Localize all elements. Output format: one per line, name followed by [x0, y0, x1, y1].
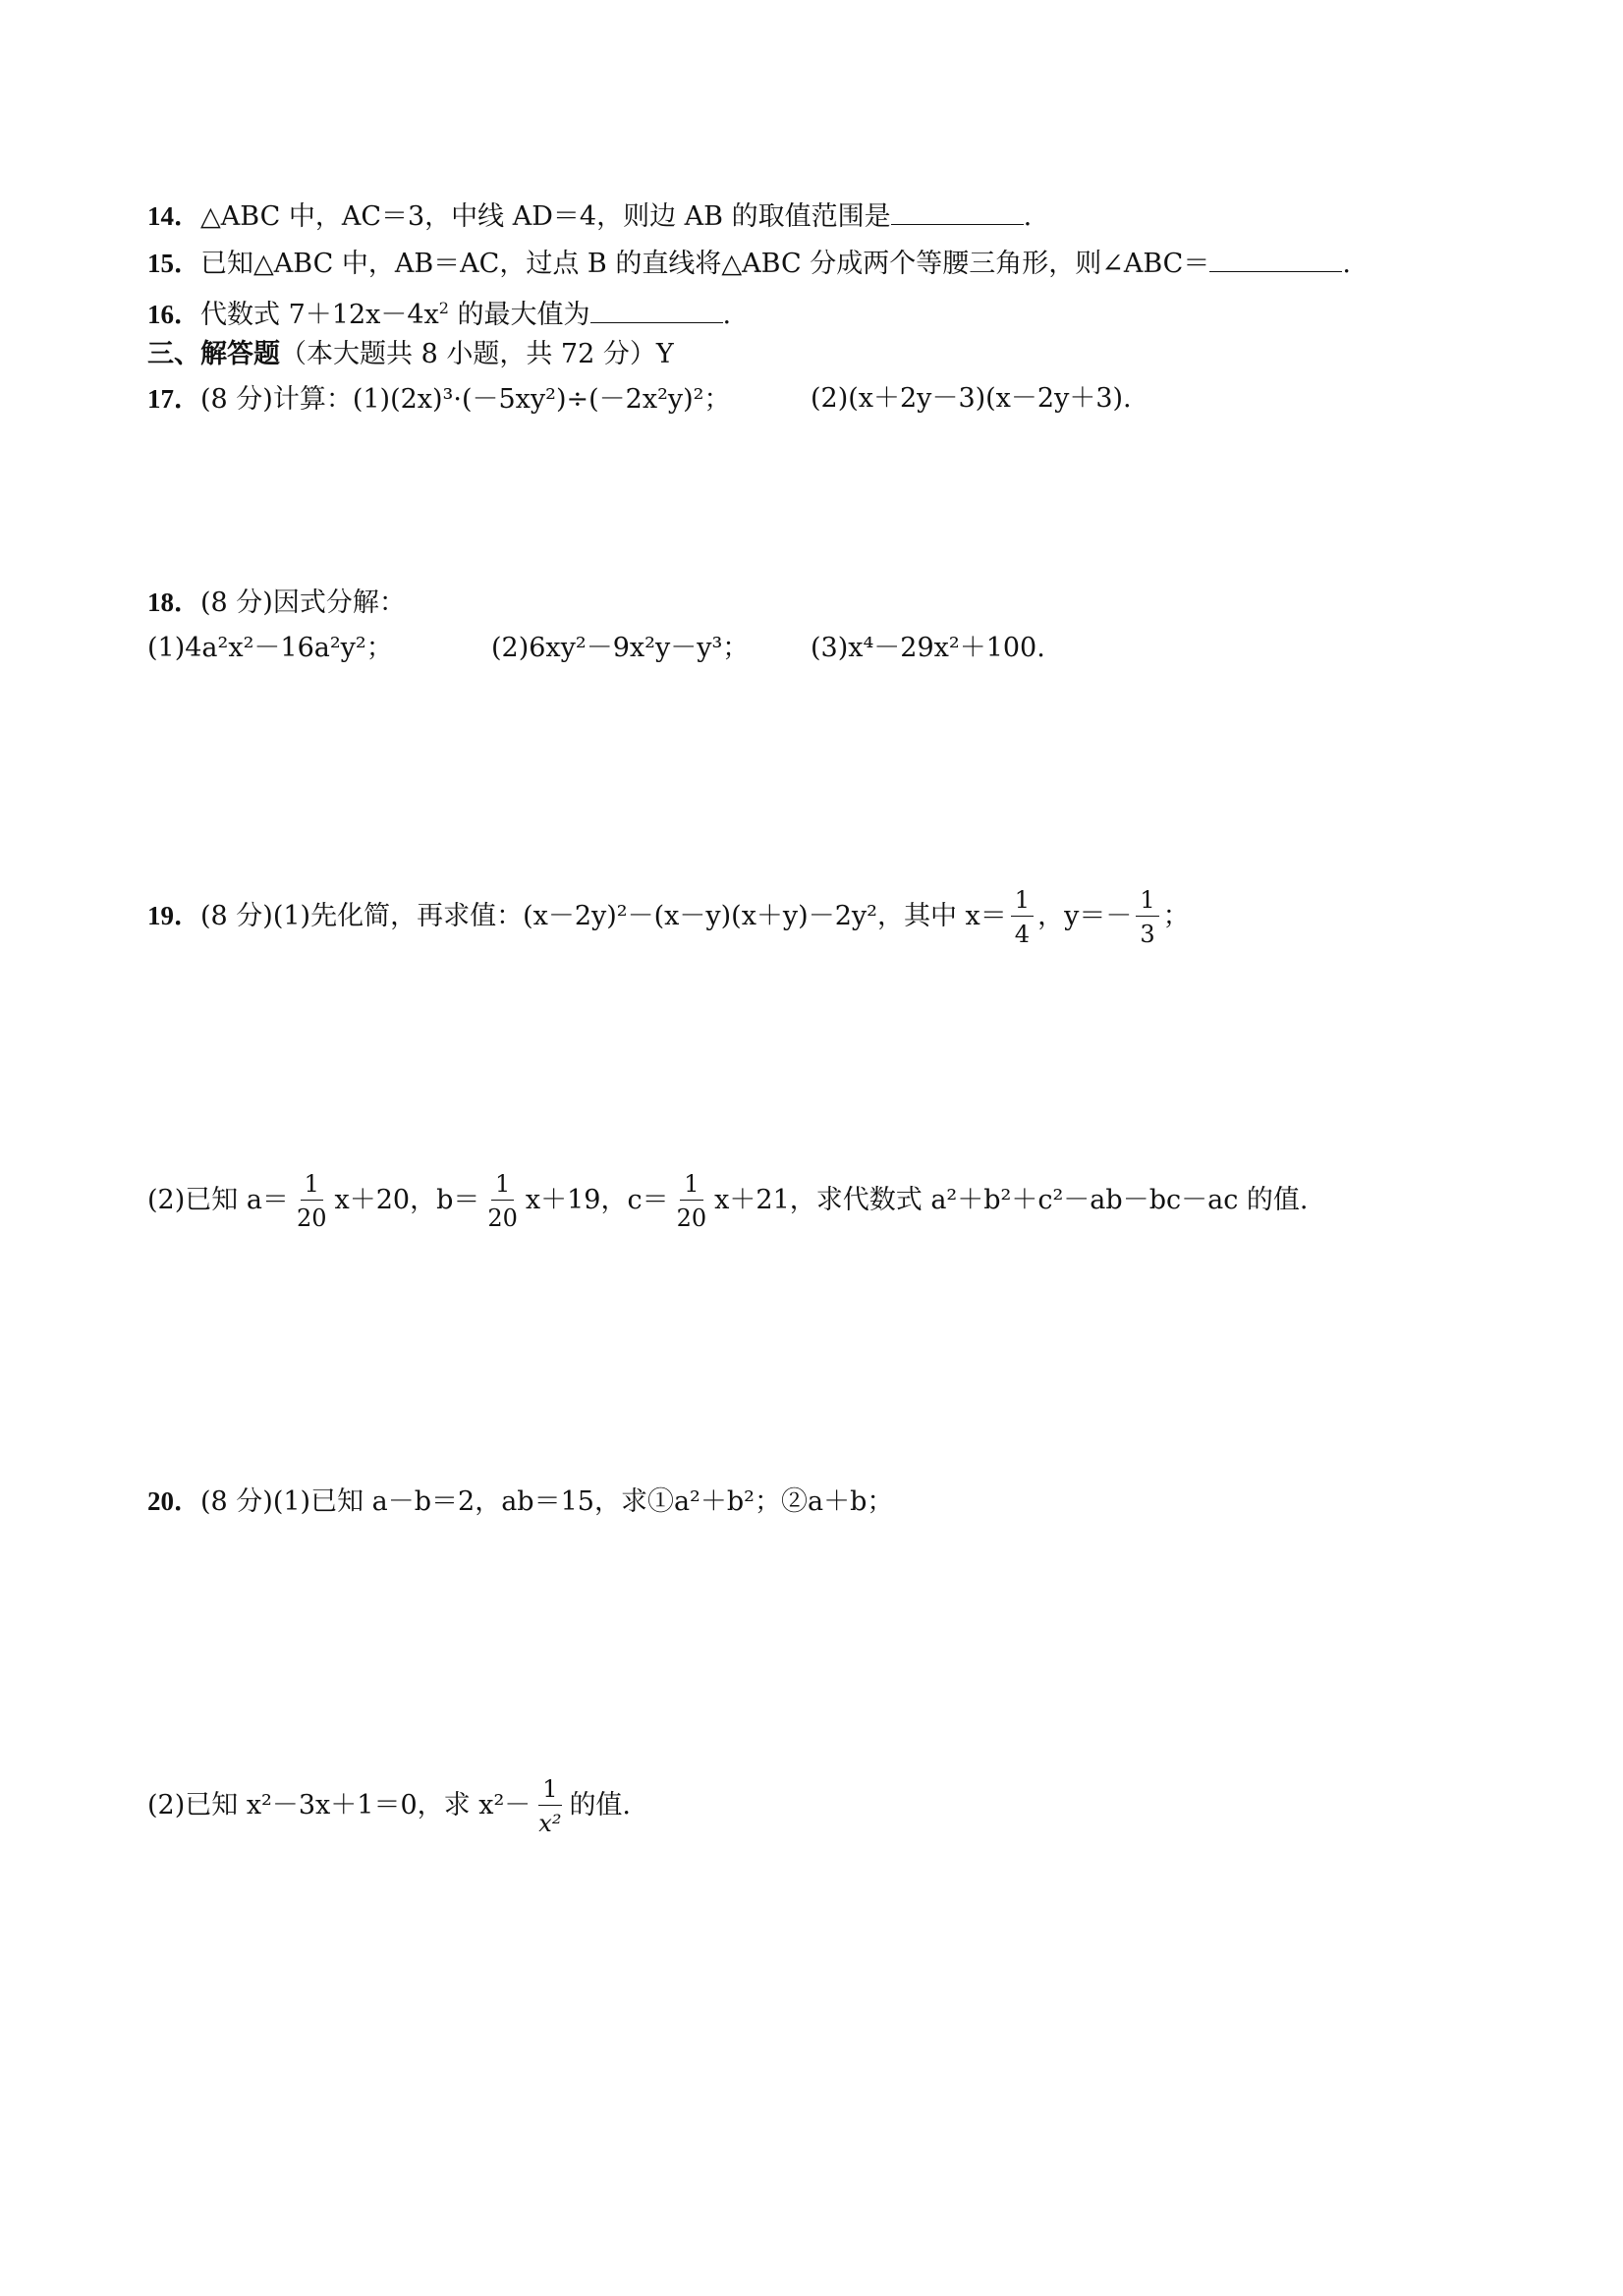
- question-part-1: (1)(2x)³·(－5xy²)÷(－2x²y)²；: [352, 384, 731, 415]
- question-lead: (8 分)(1)先化简，再求值：(x－2y)²－(x－y)(x＋y)－2y²，其中 x＝: [200, 901, 1007, 931]
- fraction: $\frac{1}{20}$: [487, 1170, 518, 1232]
- question-text: 已知△ABC 中，AB＝AC，过点 B 的直线将△ABC 分成两个等腰三角形，则∠ABC＝: [200, 249, 1210, 279]
- question-17-part-2: (2)(x＋2y－3)(x－2y＋3).: [811, 383, 1132, 414]
- question-number: 14．: [147, 201, 200, 231]
- question-number: 16．: [147, 300, 200, 329]
- question-number: 15．: [147, 249, 200, 278]
- question-20-part-2: (2)已知 x²－3x＋1＝0，求 x²－ $\frac{1}{\text{x²}}$ 的值.: [147, 1775, 632, 1837]
- question-18-part-1: (1)4a²x²－16a²y²；: [147, 633, 393, 663]
- question-lead: (8 分)因式分解：: [200, 588, 406, 618]
- answer-blank[interactable]: [1209, 250, 1342, 272]
- fraction: $\frac{1}{20}$: [296, 1170, 327, 1232]
- question-18-part-3: (3)x⁴－29x²＋100.: [811, 633, 1045, 663]
- question-number: 17．: [147, 384, 200, 414]
- question-text: △ABC 中，AC＝3，中线 AD＝4，则边 AB 的取值范围是: [200, 201, 891, 232]
- question-18-part-2: (2)6xy²－9x²y－y³；: [491, 633, 750, 663]
- fraction: $\frac{1}{4}$: [1011, 888, 1034, 946]
- section-note: （本大题共 8 小题，共 72 分）Y: [280, 339, 674, 369]
- question-number: 20．: [147, 1486, 200, 1516]
- question-text: 代数式 7＋12x－4x: [200, 300, 439, 330]
- fraction: $\frac{1}{\text{x²}}$: [538, 1775, 562, 1837]
- fraction: $\frac{1}{20}$: [676, 1170, 707, 1232]
- question-16: 16．代数式 $7+12x-4x^2$ 的最大值为 .: [147, 299, 732, 330]
- question-number: 19．: [147, 901, 200, 930]
- question-14: 14．△ABC 中，AC＝3，中线 AD＝4，则边 AB 的取值范围是 .: [147, 201, 1033, 232]
- question-17: [147, 379, 731, 420]
- question-19-part-2: (2)已知 a＝ $\frac{1}{20}$ x＋20，b＝ $\frac{1}{20}$ x＋19，c＝ $\frac{1}{20}$ x＋21，求代数式 a²＋b²＋c²－ab－bc－ac 的值.: [147, 1170, 1309, 1232]
- question-18: [147, 583, 406, 623]
- question-number: 18．: [147, 588, 200, 617]
- answer-blank[interactable]: [891, 202, 1024, 225]
- section-title: 三、解答题: [147, 339, 280, 368]
- question-lead: (8 分)计算：: [200, 384, 353, 415]
- question-lead: (8 分)(1)已知 a－b＝2，ab＝15，求①a²＋b²；②a＋b；: [200, 1486, 894, 1517]
- question-20: [147, 1482, 893, 1522]
- section-heading: [147, 334, 674, 374]
- fraction: $\frac{1}{3}$: [1136, 888, 1158, 946]
- question-15: 15．已知△ABC 中，AB＝AC，过点 B 的直线将△ABC 分成两个等腰三角形，则∠ABC＝ .: [147, 249, 1351, 279]
- question-19: 19．(8 分)(1)先化简，再求值：(x－2y)²－(x－y)(x＋y)－2y²，其中 x＝ $\frac{1}{4}$ ，y＝－ $\frac{1}{3}$ ；: [147, 886, 1190, 948]
- answer-blank[interactable]: [590, 301, 723, 323]
